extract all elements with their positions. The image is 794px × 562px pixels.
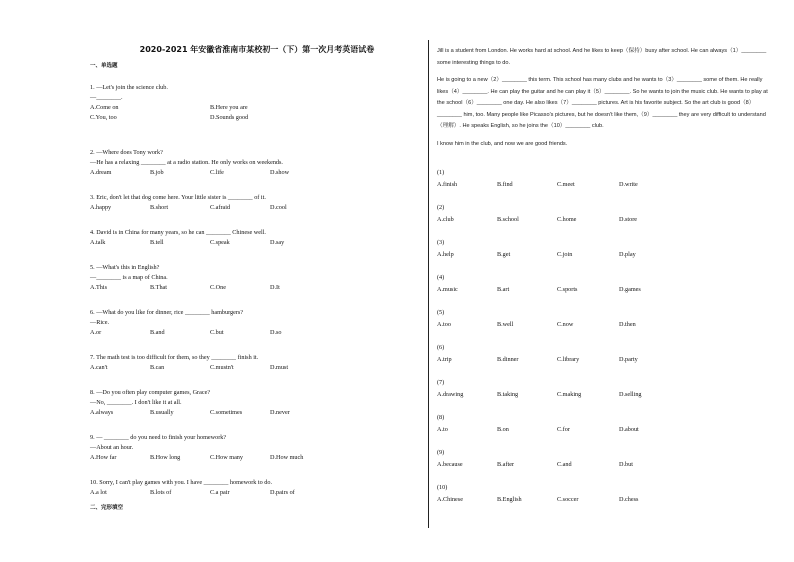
answer-option[interactable]: A.Chinese	[437, 496, 463, 503]
answer-option[interactable]: B.dinner	[497, 356, 519, 363]
answer-option[interactable]: A.This	[90, 284, 108, 291]
question-item	[90, 263, 420, 293]
question-text: —He has a relaxing ________ at a radio station. He only works on weekends.	[90, 159, 283, 166]
answer-options	[90, 238, 420, 248]
answer-option[interactable]: A.or	[90, 329, 102, 336]
answer-option[interactable]: D.selling	[619, 391, 642, 398]
answer-option[interactable]: B.can	[150, 364, 165, 371]
column-divider	[428, 40, 429, 528]
answer-option[interactable]: B.school	[497, 216, 519, 223]
question-text: 6. —What do you like for dinner, rice ________ hamburgers?	[90, 309, 244, 316]
answer-option[interactable]: A.club	[437, 216, 454, 223]
answer-option[interactable]: C.How many	[210, 454, 243, 461]
cloze-number: (2)	[437, 204, 445, 211]
answer-option[interactable]: C.for	[557, 426, 570, 433]
question-item	[90, 388, 420, 418]
question-text: 1. —Let's join the science club.	[90, 84, 168, 91]
answer-option[interactable]: A.talk	[90, 239, 106, 246]
answer-options	[90, 168, 420, 178]
answer-option[interactable]: C.One	[210, 284, 226, 291]
answer-option[interactable]: C.afraid	[210, 204, 231, 211]
answer-option[interactable]: C.mustn't	[210, 364, 234, 371]
answer-option[interactable]: B.taking	[497, 391, 519, 398]
cloze-question	[437, 273, 773, 295]
cloze-number: (5)	[437, 309, 445, 316]
answer-options	[90, 488, 420, 498]
question-text: 10. Sorry, I can't play games with you. I have ________ homework to do.	[90, 479, 273, 486]
question-item	[90, 308, 420, 338]
answer-option[interactable]: D.games	[619, 286, 641, 293]
section-heading-cloze: 二、完形填空	[90, 505, 124, 511]
answer-option[interactable]: A.because	[437, 461, 463, 468]
answer-option[interactable]: D.show	[270, 169, 290, 176]
answer-option[interactable]: C.life	[210, 169, 224, 176]
answer-options	[90, 363, 420, 373]
passage-paragraph: He is going to a new（2）________ this term. This school has many clubs and he wants to（3）________ some of them. He really likes（4）________. He can play the guitar and he can play it（5）________. So he wants to join the music club. He wants to play at the school（6）________ one day. He also likes（7）________ pictures. Art is his favorite subject. So the art club is good（8）________ him, too. Many people like Picasso's pictures, but he doesn't like them,（9）________ they are very difficult to understand（理解）. He speaks English, so he joins the（10）________ club.	[437, 77, 768, 129]
answer-option[interactable]: C.speak	[210, 239, 230, 246]
answer-option[interactable]: B.job	[150, 169, 164, 176]
cloze-question	[437, 343, 773, 365]
answer-option[interactable]: D.never	[270, 409, 290, 416]
answer-options	[437, 320, 773, 330]
answer-option[interactable]: C.join	[557, 251, 573, 258]
answer-options	[437, 180, 773, 190]
answer-option[interactable]: A.trip	[437, 356, 452, 363]
question-item	[90, 433, 420, 463]
question-text: 8. —Do you often play computer games, Grace?	[90, 389, 211, 396]
answer-option[interactable]: D.store	[619, 216, 638, 223]
cloze-question	[437, 308, 773, 330]
cloze-number: (10)	[437, 484, 448, 491]
cloze-question	[437, 448, 773, 470]
answer-option[interactable]: C.library	[557, 356, 580, 363]
answer-option[interactable]: A.dream	[90, 169, 112, 176]
answer-option[interactable]: B.on	[497, 426, 509, 433]
answer-option[interactable]: C.and	[557, 461, 572, 468]
answer-option[interactable]: C.a pair	[210, 489, 230, 496]
answer-option[interactable]: D.about	[619, 426, 639, 433]
passage-paragraph: I know him in the club, and now we are good friends.	[437, 140, 568, 147]
answer-option[interactable]: C.but	[210, 329, 224, 336]
answer-option[interactable]: D.write	[619, 181, 638, 188]
answer-options	[437, 495, 773, 505]
question-item	[90, 193, 420, 213]
answer-option[interactable]: B.get	[497, 251, 511, 258]
cloze-question	[437, 413, 773, 435]
answer-option[interactable]: D.pairs of	[270, 489, 295, 496]
cloze-question	[437, 168, 773, 190]
answer-option[interactable]: A.drawing	[437, 391, 464, 398]
answer-option[interactable]: B.and	[150, 329, 165, 336]
question-text: 5. —What's this in English?	[90, 264, 160, 271]
answer-option[interactable]: D.chess	[619, 496, 639, 503]
answer-option[interactable]: C.sometimes	[210, 409, 243, 416]
answer-option[interactable]: B.short	[150, 204, 169, 211]
answer-option[interactable]: D.must	[270, 364, 289, 371]
answer-option[interactable]: D.so	[270, 329, 282, 336]
cloze-question	[437, 203, 773, 225]
answer-option[interactable]: D.but	[619, 461, 633, 468]
answer-option[interactable]: B.art	[497, 286, 510, 293]
question-item	[90, 148, 420, 178]
answer-options	[437, 250, 773, 260]
answer-option[interactable]: A.happy	[90, 204, 112, 211]
answer-option[interactable]: B.English	[497, 496, 522, 503]
answer-option[interactable]: A.Come on	[90, 104, 119, 111]
page-title: 2020-2021 年安徽省淮南市某校初一（下）第一次月考英语试卷	[139, 45, 375, 54]
answer-option[interactable]: B.well	[497, 321, 514, 328]
answer-option[interactable]: B.That	[150, 284, 168, 291]
cloze-number: (4)	[437, 274, 445, 281]
cloze-number: (7)	[437, 379, 445, 386]
answer-option[interactable]: B.after	[497, 461, 515, 468]
answer-options	[437, 425, 773, 435]
answer-option[interactable]: D.How much	[270, 454, 304, 461]
answer-option[interactable]: D.party	[619, 356, 638, 363]
answer-option[interactable]: C.meet	[557, 181, 575, 188]
answer-options	[437, 215, 773, 225]
cloze-number: (6)	[437, 344, 445, 351]
cloze-number: (8)	[437, 414, 445, 421]
answer-option[interactable]: B.lots of	[150, 489, 172, 496]
answer-option[interactable]: C.home	[557, 216, 577, 223]
answer-options	[437, 390, 773, 400]
question-text: —________ is a map of China.	[90, 274, 168, 281]
cloze-question	[437, 238, 773, 260]
section-heading-single-choice: 一、单选题	[90, 63, 118, 69]
answer-option[interactable]: D.then	[619, 321, 636, 328]
answer-option[interactable]: C.You, too	[90, 114, 117, 121]
answer-option[interactable]: A.a lot	[90, 489, 107, 496]
cloze-passage	[437, 46, 773, 156]
answer-options	[437, 285, 773, 295]
question-text: 7. The math test is too difficult for them, so they ________ finish it.	[90, 354, 259, 361]
question-text: 2. —Where does Tony work?	[90, 149, 163, 156]
answer-option[interactable]: D.Sounds good	[210, 114, 249, 121]
answer-option[interactable]: C.soccer	[557, 496, 579, 503]
answer-option[interactable]: B.tell	[150, 239, 164, 246]
answer-option[interactable]: B.How long	[150, 454, 181, 461]
answer-option[interactable]: D.say	[270, 239, 285, 246]
question-item	[90, 478, 420, 498]
answer-option[interactable]: B.Here you are	[210, 104, 248, 111]
cloze-question	[437, 483, 773, 505]
answer-option[interactable]: B.find	[497, 181, 513, 188]
answer-options	[90, 283, 420, 293]
answer-option[interactable]: C.sports	[557, 286, 578, 293]
answer-option[interactable]: A.to	[437, 426, 448, 433]
answer-option[interactable]: C.now	[557, 321, 574, 328]
answer-options	[90, 328, 420, 338]
answer-option[interactable]: A.help	[437, 251, 454, 258]
question-text: 9. — ________ do you need to finish your homework?	[90, 434, 227, 441]
answer-options	[90, 453, 420, 463]
answer-options	[90, 203, 420, 213]
answer-option[interactable]: A.finish	[437, 181, 458, 188]
cloze-number: (9)	[437, 449, 445, 456]
answer-option[interactable]: B.usually	[150, 409, 174, 416]
question-item	[90, 228, 420, 248]
question-text: —About an hour.	[90, 444, 134, 451]
cloze-number: (3)	[437, 239, 445, 246]
answer-option[interactable]: D.play	[619, 251, 636, 258]
answer-options	[437, 460, 773, 470]
answer-option[interactable]: C.making	[557, 391, 582, 398]
answer-option[interactable]: A.always	[90, 409, 114, 416]
answer-options	[90, 103, 420, 123]
answer-option[interactable]: A.music	[437, 286, 458, 293]
answer-option[interactable]: A.too	[437, 321, 451, 328]
answer-options	[90, 408, 420, 418]
answer-option[interactable]: D.It	[270, 284, 280, 291]
cloze-number: (1)	[437, 169, 445, 176]
answer-options	[437, 355, 773, 365]
answer-option[interactable]: D.cool	[270, 204, 287, 211]
question-text: —No, ________. I don't like it at all.	[90, 399, 182, 406]
passage-paragraph: Jill is a student from London. He works hard at school. And he likes to keep（保持）busy after school. He can always（1）________ some interesting things to do.	[437, 48, 767, 66]
question-text: 3. Eric, don't let that dog come here. Your little sister is ________ of it.	[90, 194, 266, 201]
question-item	[90, 353, 420, 373]
question-text: —Rice.	[90, 319, 110, 326]
question-text: 4. David is in China for many years, so he can ________ Chinese well.	[90, 229, 266, 236]
question-text: —________.	[90, 94, 123, 101]
cloze-question	[437, 378, 773, 400]
answer-option[interactable]: A.can't	[90, 364, 108, 371]
question-item	[90, 83, 420, 123]
answer-option[interactable]: A.How far	[90, 454, 117, 461]
